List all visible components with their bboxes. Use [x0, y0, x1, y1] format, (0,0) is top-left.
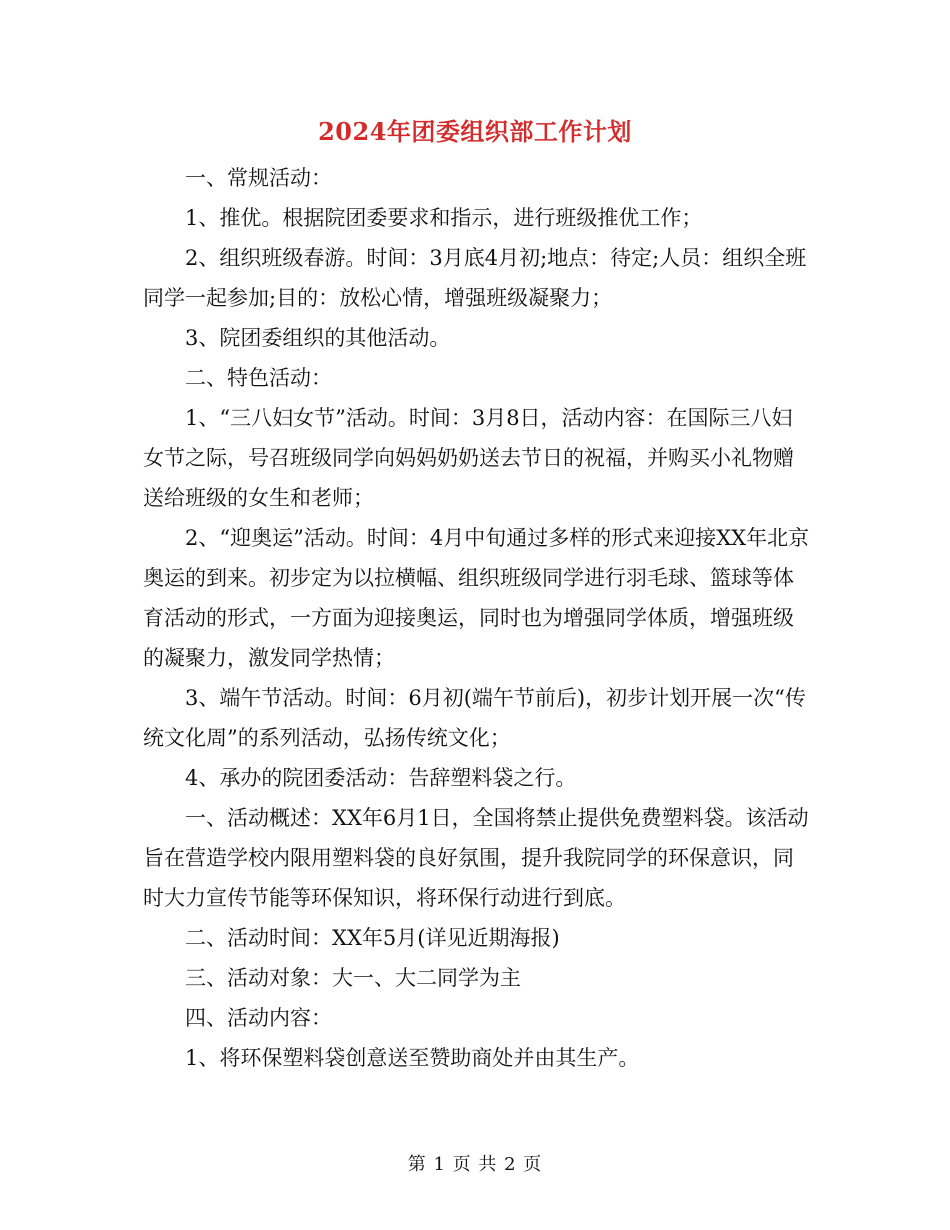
document-body — [143, 158, 811, 1078]
paragraph: 3、院团委组织的其他活动。 — [185, 326, 451, 350]
paragraph: 4、承办的院团委活动：告辞塑料袋之行。 — [185, 766, 577, 790]
paragraph: 1、推优。根据院团委要求和指示，进行班级推优工作； — [185, 206, 703, 230]
paragraph: 三、活动对象：大一、大二同学为主 — [185, 966, 521, 990]
paragraph: 1、将环保塑料袋创意送至赞助商处并由其生产。 — [185, 1046, 640, 1070]
document-title: 2024年团委组织部工作计划 — [318, 117, 632, 146]
paragraph: 2、“迎奥运”活动。时间：4月中旬通过多样的形式来迎接XX年北京奥运的到来。初步定为以拉横幅、组织班级同学进行羽毛球、篮球等体育活动的形式，一方面为迎接奥运，同时也为增强同学体质，增强班级的凝聚力，激发同学热情； — [143, 526, 810, 670]
paragraph: 二、活动时间：XX年5月(详见近期海报) — [185, 926, 560, 950]
paragraph: 1、“三八妇女节”活动。时间：3月8日，活动内容：在国际三八妇女节之际，号召班级同学向妈妈奶奶送去节日的祝福，并购买小礼物赠送给班级的女生和老师； — [143, 406, 794, 510]
paragraph: 一、常规活动： — [185, 166, 332, 190]
paragraph: 2、组织班级春游。时间：3月底4月初;地点：待定;人员：组织全班同学一起参加;目的：放松心情，增强班级凝聚力； — [143, 246, 807, 310]
paragraph: 二、特色活动： — [185, 366, 332, 390]
paragraph: 3、端午节活动。时间：6月初(端午节前后)，初步计划开展一次“传统文化周”的系列活动，弘扬传统文化； — [143, 686, 806, 750]
paragraph: 四、活动内容： — [185, 1006, 332, 1030]
paragraph: 一、活动概述：XX年6月1日，全国将禁止提供免费塑料袋。该活动旨在营造学校内限用塑料袋的良好氛围，提升我院同学的环保意识，同时大力宣传节能等环保知识，将环保行动进行到底。 — [143, 806, 809, 910]
page-number-footer: 第 1 页 共 2 页 — [407, 1154, 543, 1175]
